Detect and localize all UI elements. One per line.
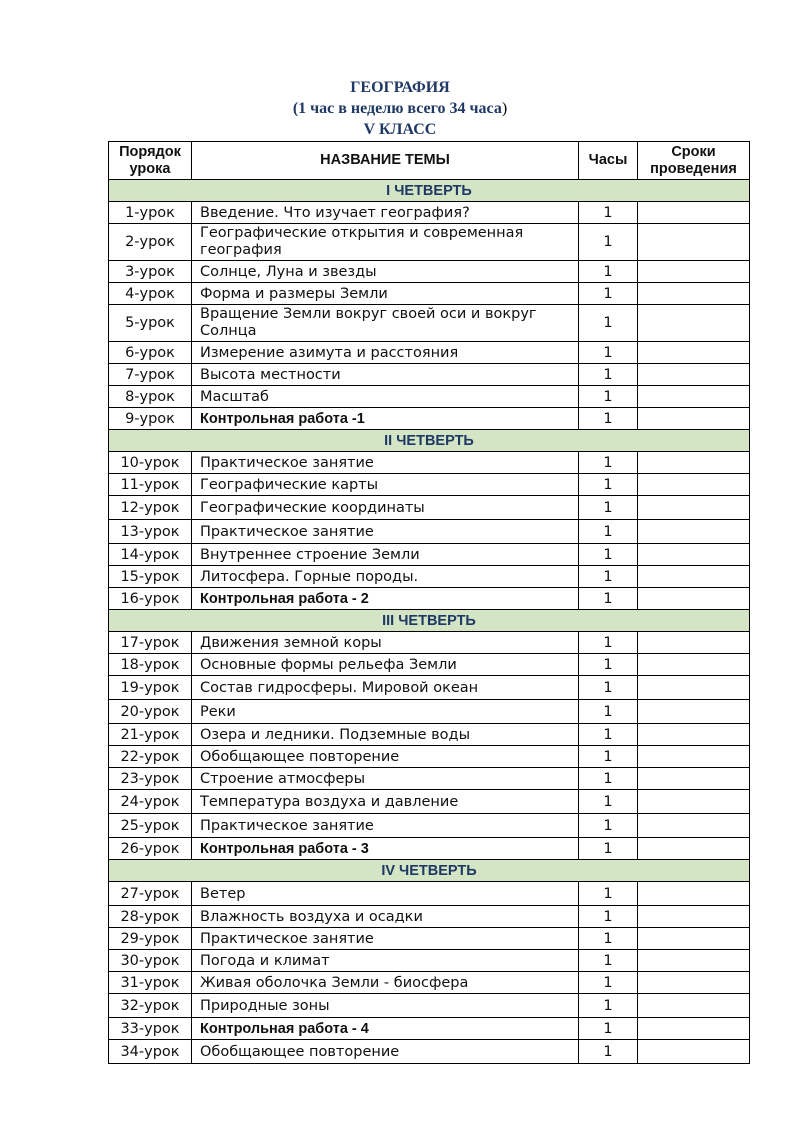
lesson-date-cell: [638, 1040, 750, 1064]
lesson-topic: Географические координаты: [192, 496, 579, 520]
table-row: [109, 972, 750, 994]
lesson-topic: Обобщающее повторение: [192, 746, 579, 768]
table-row: [109, 928, 750, 950]
lesson-number: 7-урок: [109, 364, 192, 386]
lesson-hours: 1: [579, 950, 638, 972]
lesson-plan-table: [108, 141, 750, 1064]
lesson-topic: Практическое занятие: [192, 928, 579, 950]
table-row: [109, 700, 750, 724]
lesson-topic: Практическое занятие: [192, 520, 579, 544]
lesson-date-cell: [638, 305, 750, 342]
lesson-topic: Живая оболочка Земли - биосфера: [192, 972, 579, 994]
lesson-topic: Измерение азимута и расстояния: [192, 342, 579, 364]
lesson-hours: 1: [579, 746, 638, 768]
table-row: [109, 261, 750, 283]
lesson-date-cell: [638, 342, 750, 364]
lesson-date-cell: [638, 972, 750, 994]
lesson-number: 28-урок: [109, 906, 192, 928]
table-row: [109, 452, 750, 474]
lesson-number: 1-урок: [109, 202, 192, 224]
table-row: [109, 224, 750, 261]
subject-title: ГЕОГРАФИЯ: [350, 79, 450, 96]
lesson-hours: 1: [579, 408, 638, 430]
lesson-topic: Форма и размеры Земли: [192, 283, 579, 305]
table-row: [109, 305, 750, 342]
lesson-number: 25-урок: [109, 814, 192, 838]
hours-subtitle-paren: ): [501, 100, 508, 117]
lesson-topic: Практическое занятие: [192, 452, 579, 474]
lesson-hours: 1: [579, 364, 638, 386]
lesson-number: 33-урок: [109, 1018, 192, 1040]
lesson-number: 15-урок: [109, 566, 192, 588]
lesson-hours: 1: [579, 654, 638, 676]
lesson-number: 5-урок: [109, 305, 192, 342]
table-row: [109, 746, 750, 768]
document-title: [0, 77, 800, 140]
lesson-hours: 1: [579, 496, 638, 520]
lesson-date-cell: [638, 882, 750, 906]
quarter-row: [109, 180, 750, 202]
lesson-date-cell: [638, 566, 750, 588]
table-row: [109, 386, 750, 408]
lesson-hours: 1: [579, 1018, 638, 1040]
lesson-date-cell: [638, 994, 750, 1018]
lesson-date-cell: [638, 724, 750, 746]
lesson-topic: Движения земной коры: [192, 632, 579, 654]
header-order: Порядок урока: [109, 142, 192, 180]
table-row: [109, 408, 750, 430]
lesson-number: 2-урок: [109, 224, 192, 261]
lesson-topic: Контрольная работа -1: [192, 408, 579, 430]
lesson-number: 8-урок: [109, 386, 192, 408]
lesson-hours: 1: [579, 1040, 638, 1064]
lesson-number: 26-урок: [109, 838, 192, 860]
lesson-hours: 1: [579, 224, 638, 261]
lesson-date-cell: [638, 654, 750, 676]
lesson-number: 12-урок: [109, 496, 192, 520]
lesson-topic: Температура воздуха и давление: [192, 790, 579, 814]
lesson-topic: Вращение Земли вокруг своей оси и вокруг Солнца: [192, 305, 579, 342]
lesson-number: 18-урок: [109, 654, 192, 676]
lesson-number: 9-урок: [109, 408, 192, 430]
lesson-date-cell: [638, 746, 750, 768]
lesson-date-cell: [638, 224, 750, 261]
table-row: [109, 1018, 750, 1040]
lesson-topic: Солнце, Луна и звезды: [192, 261, 579, 283]
lesson-number: 32-урок: [109, 994, 192, 1018]
lesson-topic: Основные формы рельефа Земли: [192, 654, 579, 676]
lesson-date-cell: [638, 676, 750, 700]
lesson-number: 4-урок: [109, 283, 192, 305]
table-row: [109, 724, 750, 746]
table-row: [109, 566, 750, 588]
lesson-hours: 1: [579, 790, 638, 814]
lesson-number: 19-урок: [109, 676, 192, 700]
lesson-number: 34-урок: [109, 1040, 192, 1064]
lesson-number: 30-урок: [109, 950, 192, 972]
table-row: [109, 838, 750, 860]
lesson-date-cell: [638, 950, 750, 972]
lesson-date-cell: [638, 906, 750, 928]
lesson-hours: 1: [579, 882, 638, 906]
quarter-row: [109, 860, 750, 882]
header-dates: Сроки проведения: [638, 142, 750, 180]
lesson-date-cell: [638, 386, 750, 408]
table-row: [109, 202, 750, 224]
lesson-hours: 1: [579, 305, 638, 342]
lesson-topic: Влажность воздуха и осадки: [192, 906, 579, 928]
lesson-date-cell: [638, 261, 750, 283]
lesson-number: 24-урок: [109, 790, 192, 814]
lesson-date-cell: [638, 790, 750, 814]
table-row: [109, 342, 750, 364]
lesson-hours: 1: [579, 283, 638, 305]
lesson-date-cell: [638, 1018, 750, 1040]
lesson-date-cell: [638, 928, 750, 950]
lesson-topic: Контрольная работа - 3: [192, 838, 579, 860]
lesson-topic: Географические открытия и современная география: [192, 224, 579, 261]
lesson-hours: 1: [579, 724, 638, 746]
table-row: [109, 520, 750, 544]
lesson-date-cell: [638, 700, 750, 724]
lesson-date-cell: [638, 452, 750, 474]
table-header-row: [109, 142, 750, 180]
lesson-topic: Литосфера. Горные породы.: [192, 566, 579, 588]
lesson-number: 16-урок: [109, 588, 192, 610]
table-row: [109, 283, 750, 305]
lesson-hours: 1: [579, 566, 638, 588]
lesson-number: 23-урок: [109, 768, 192, 790]
quarter-row: [109, 610, 750, 632]
table-row: [109, 474, 750, 496]
lesson-number: 27-урок: [109, 882, 192, 906]
table-row: [109, 676, 750, 700]
lesson-number: 13-урок: [109, 520, 192, 544]
lesson-date-cell: [638, 364, 750, 386]
lesson-hours: 1: [579, 202, 638, 224]
lesson-topic: Природные зоны: [192, 994, 579, 1018]
lesson-hours: 1: [579, 386, 638, 408]
lesson-topic: Масштаб: [192, 386, 579, 408]
lesson-hours: 1: [579, 632, 638, 654]
lesson-date-cell: [638, 408, 750, 430]
lesson-hours: 1: [579, 676, 638, 700]
lesson-date-cell: [638, 838, 750, 860]
lesson-number: 11-урок: [109, 474, 192, 496]
lesson-topic: Контрольная работа - 4: [192, 1018, 579, 1040]
table-row: [109, 768, 750, 790]
lesson-date-cell: [638, 283, 750, 305]
lesson-number: 22-урок: [109, 746, 192, 768]
table-row: [109, 994, 750, 1018]
lesson-number: 17-урок: [109, 632, 192, 654]
table-row: [109, 544, 750, 566]
lesson-topic: Обобщающее повторение: [192, 1040, 579, 1064]
lesson-date-cell: [638, 474, 750, 496]
lesson-hours: 1: [579, 700, 638, 724]
lesson-hours: 1: [579, 342, 638, 364]
table-row: [109, 950, 750, 972]
lesson-number: 21-урок: [109, 724, 192, 746]
table-row: [109, 654, 750, 676]
lesson-date-cell: [638, 588, 750, 610]
lesson-number: 14-урок: [109, 544, 192, 566]
lesson-number: 29-урок: [109, 928, 192, 950]
table-row: [109, 882, 750, 906]
lesson-topic: Внутреннее строение Земли: [192, 544, 579, 566]
lesson-hours: 1: [579, 838, 638, 860]
lesson-hours: 1: [579, 972, 638, 994]
hours-subtitle-text: (1 час в неделю всего 34 часа: [292, 100, 502, 117]
lesson-date-cell: [638, 520, 750, 544]
lesson-hours: 1: [579, 906, 638, 928]
lesson-number: 3-урок: [109, 261, 192, 283]
table-row: [109, 790, 750, 814]
table-row: [109, 496, 750, 520]
lesson-number: 10-урок: [109, 452, 192, 474]
lesson-topic: Введение. Что изучает география?: [192, 202, 579, 224]
quarter-row: [109, 430, 750, 452]
lesson-hours: 1: [579, 994, 638, 1018]
lesson-hours: 1: [579, 544, 638, 566]
lesson-date-cell: [638, 768, 750, 790]
lesson-date-cell: [638, 814, 750, 838]
table-row: [109, 1040, 750, 1064]
table-row: [109, 814, 750, 838]
quarter-title: II ЧЕТВЕРТЬ: [109, 430, 750, 452]
lesson-topic: Практическое занятие: [192, 814, 579, 838]
lesson-hours: 1: [579, 452, 638, 474]
quarter-title: IV ЧЕТВЕРТЬ: [109, 860, 750, 882]
quarter-title: I ЧЕТВЕРТЬ: [109, 180, 750, 202]
lesson-topic: Высота местности: [192, 364, 579, 386]
lesson-date-cell: [638, 496, 750, 520]
table-row: [109, 632, 750, 654]
lesson-number: 6-урок: [109, 342, 192, 364]
table-row: [109, 364, 750, 386]
lesson-date-cell: [638, 632, 750, 654]
lesson-number: 31-урок: [109, 972, 192, 994]
hours-subtitle: [0, 98, 800, 119]
lesson-hours: 1: [579, 520, 638, 544]
lesson-topic: Ветер: [192, 882, 579, 906]
lesson-topic: Реки: [192, 700, 579, 724]
lesson-date-cell: [638, 202, 750, 224]
lesson-date-cell: [638, 544, 750, 566]
lesson-hours: 1: [579, 261, 638, 283]
table-row: [109, 906, 750, 928]
lesson-hours: 1: [579, 928, 638, 950]
header-hours: Часы: [579, 142, 638, 180]
header-topic: НАЗВАНИЕ ТЕМЫ: [192, 142, 579, 180]
lesson-hours: 1: [579, 768, 638, 790]
class-title: V КЛАСС: [363, 121, 437, 138]
lesson-hours: 1: [579, 814, 638, 838]
lesson-topic: Погода и климат: [192, 950, 579, 972]
table-body: [109, 180, 750, 1064]
quarter-title: III ЧЕТВЕРТЬ: [109, 610, 750, 632]
lesson-topic: Контрольная работа - 2: [192, 588, 579, 610]
lesson-topic: Озера и ледники. Подземные воды: [192, 724, 579, 746]
lesson-hours: 1: [579, 588, 638, 610]
lesson-topic: Строение атмосферы: [192, 768, 579, 790]
lesson-topic: Состав гидросферы. Мировой океан: [192, 676, 579, 700]
lesson-hours: 1: [579, 474, 638, 496]
lesson-topic: Географические карты: [192, 474, 579, 496]
table-row: [109, 588, 750, 610]
lesson-number: 20-урок: [109, 700, 192, 724]
